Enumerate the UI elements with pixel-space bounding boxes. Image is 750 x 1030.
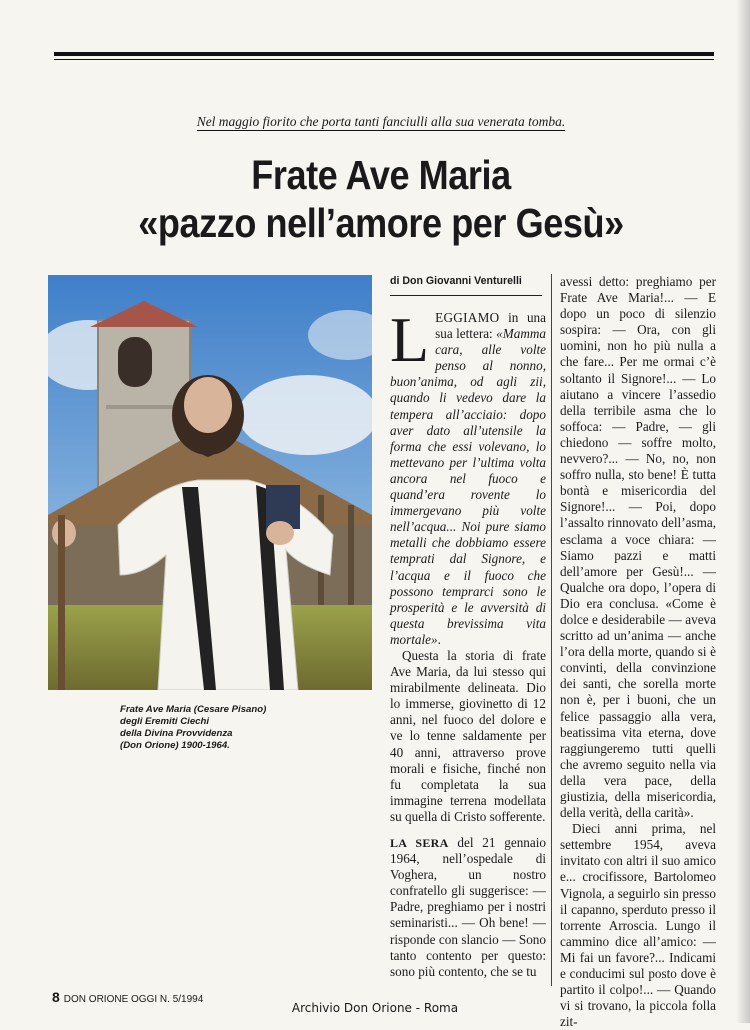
article-column-2 (560, 274, 716, 1030)
byline: di Don Giovanni Venturelli (390, 275, 522, 287)
archive-label: Archivio Don Orione - Roma (291, 1001, 459, 1015)
headline-line-1: Frate Ave Maria (251, 152, 511, 198)
header-rule (54, 52, 714, 56)
article-column-1 (390, 304, 546, 980)
drop-cap: L (390, 304, 430, 375)
kicker: Nel maggio fiorito che porta tanti fanciulli alla sua venerata tomba. (196, 114, 566, 129)
article-paragraph-3-cont: avessi detto: preghiamo per Frate Ave Maria!... — E dopo un poco di silenzio sospira: — Ora, con gli uomini, non ho più nulla a che fare... Per me ormai c’è soltanto il Signore!... — Lo aiutano a vincere l’assedio della terribile asma che lo soffoca: — Padre, — gli chiedono — soffre molto, nevvero?... — No, no, non soffro nulla, sto bene! È tutta bontà e misericordia del Signore!... — Poi, dopo l’assalto rinnovato dell’asma, esclama a voce chiara: — Siamo pazzi e matti dell’amore per Gesù!... — Qualche ora dopo, l’opera di Dio era conclusa. «Come è dolce e desiderabile — aveva scritto ad un’anima — anche l’ora della morte, quando si è convinti, della convinzione dei santi, che sorella morte non è, per i buoni, che un felice passaggio alla vera, beatissima vita eterna, dove raggiungeremo tutti quelli che avremo seguito nella via della vera pace, della giustizia, della misericordia, della verità, della carità». (560, 274, 716, 821)
page-number: 8 (52, 989, 60, 1005)
article-paragraph-4: Dieci anni prima, nel settembre 1954, aveva invitato con altri il suo amico e... crocifissore, Bartolomeo Vignola, a seguirlo sin presso il capanno, sperduto presso il torrente Arroscia. Lungo il cammino dice all’amico: — Mi fai un favore?... Indicami e conducimi sul posto dove è partito il colpo!... — Quando vi si trovano, la piccola folla zit- (560, 821, 716, 1030)
article-paragraph-2: Questa la storia di frate Ave Maria, da lui stesso qui mirabilmente delineata. Dio lo immerse, giovinetto di 12 anni, nel fuoco del dolore e ve lo tenne saldamente per 40 anni, attraverso prove morali e fisiche, finché non fu completata la sua immagine terrena modellata su quella di Cristo sofferente. (390, 647, 546, 824)
page-edge-shadow (736, 0, 750, 1023)
headline-line-2: «pazzo nell’amore per Gesù» (138, 200, 624, 246)
photo-caption: Frate Ave Maria (Cesare Pisano) degli Eremiti Ciechi della Divina Provvidenza (Don Orione) 1900-1964. (120, 704, 267, 751)
article-paragraph-1: LEGGIAMO in una sua lettera: «Mamma cara, alle volte penso al nonno, buon’anima, od agli zii, quando li vedevo dare la tempera all’acciaio: dopo aver dato all’utensile la forma che essi volevano, lo mettevano per l’ultima volta ancora nel fuoco e quand’era rovente lo immergevano più volte nell’acqua... Noi pure siamo metalli che dobbiamo essere temprati dal Signore, e l’acqua e il fuoco che possono temprarci sono le prosperità e le avversità di questa brevissima vita mortale». (390, 304, 546, 647)
column-divider (551, 274, 552, 986)
byline-rule (390, 295, 542, 296)
article-paragraph-3-start: LA SERA del 21 gennaio 1964, nell’ospedale di Voghera, un nostro confratello gli suggerisce: — Padre, preghiamo per i nostri seminaristi... — Oh bene! — risponde con slancio — Sono tanto contento per questo: sono più contento, che se tu (390, 835, 546, 979)
publication-name: DON ORIONE OGGI N. 5/1994 (63, 994, 204, 1005)
portrait-photo (48, 275, 372, 690)
header-rule-thin (54, 59, 714, 60)
